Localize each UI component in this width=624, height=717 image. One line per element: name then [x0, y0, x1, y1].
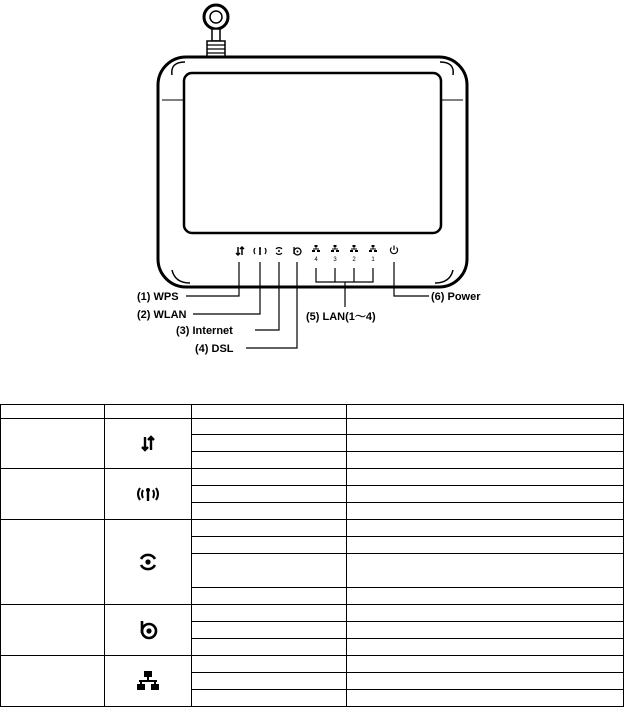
dsl-icon: [137, 619, 159, 641]
table-row: [1, 419, 624, 435]
lan-port-number: 2: [352, 257, 356, 263]
router-body: [158, 57, 467, 287]
table-header-row: [1, 405, 624, 419]
table-row: [1, 469, 624, 486]
power-callout-label: (6) Power: [431, 291, 481, 303]
wlan-callout-label: (2) WLAN: [137, 309, 187, 321]
table-row: [1, 656, 624, 673]
led-status-table: [0, 404, 624, 707]
table-row: [1, 520, 624, 537]
internet-callout-label: (3) Internet: [176, 325, 233, 337]
table-row: [1, 605, 624, 622]
lan-port-number: 4: [314, 257, 318, 263]
lan-network-icon: [136, 670, 160, 692]
dsl-callout-label: (4) DSL: [195, 343, 234, 355]
internet-icon: [137, 551, 159, 573]
wps-arrows-icon: [138, 434, 158, 454]
lan-port-number: 3: [333, 257, 337, 263]
antenna: [204, 5, 228, 57]
lan-port-number: 1: [371, 257, 375, 263]
lan-callout-label: (5) LAN(1～4): [306, 311, 376, 323]
wlan-antenna-icon: [135, 484, 161, 504]
wps-callout-label: (1) WPS: [137, 291, 179, 303]
